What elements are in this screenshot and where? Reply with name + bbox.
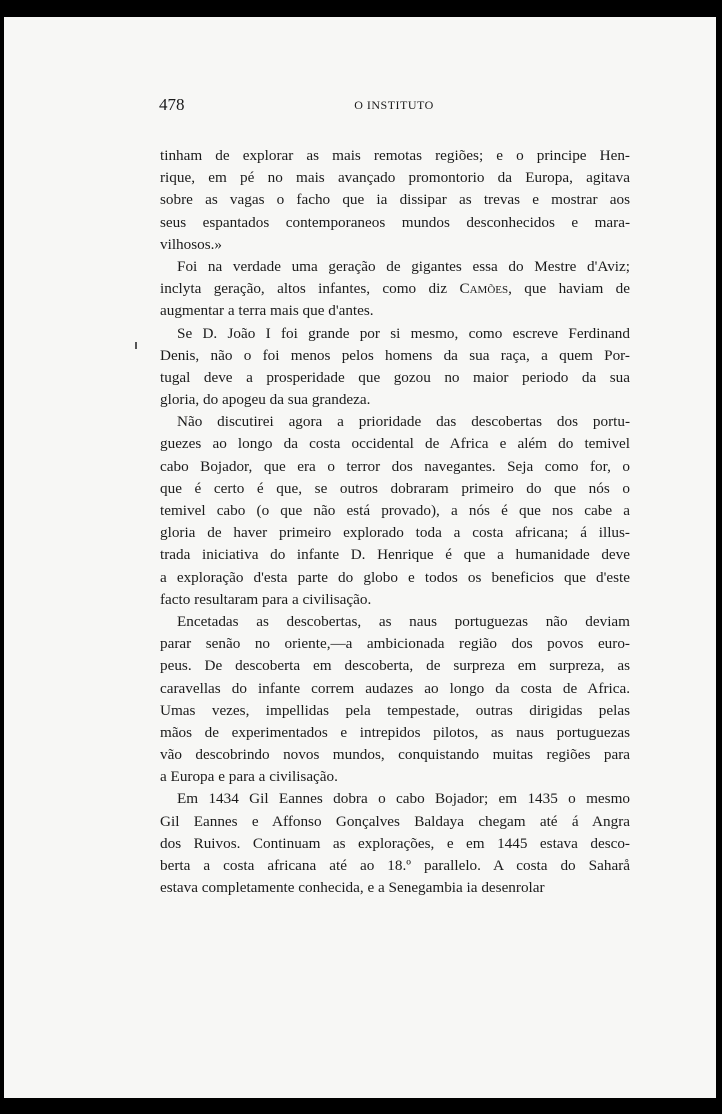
text-line: estava completamente conhecida, e a Senegambia ia desenrolar — [160, 879, 545, 897]
text-line: Umas vezes, impellidas pela tempestade, outras dirigidas pelas — [160, 701, 630, 719]
text-line: que é certo é que, se outros dobraram primeiro do que nós o — [160, 479, 630, 497]
paragraph — [160, 323, 630, 412]
paragraph — [160, 411, 630, 611]
paragraph — [160, 145, 630, 256]
page-number: 478 — [159, 95, 185, 114]
text-line: Gil Eannes e Affonso Gonçalves Baldaya chegam até á Angra — [160, 812, 630, 830]
text-line: vilhosos.» — [160, 235, 223, 253]
text-line: guezes ao longo da costa occidental de Africa e além do temivel — [160, 435, 630, 453]
paragraph — [160, 788, 630, 899]
margin-mark — [135, 342, 137, 349]
body-text — [160, 145, 630, 899]
text-line: rique, em pé no mais avançado promontorio da Europa, agitava — [160, 169, 630, 187]
text-line: Em 1434 Gil Eannes dobra o cabo Bojador; em 1435 o mesmo — [177, 790, 630, 808]
page-header — [159, 95, 629, 119]
text-line: vão descobrindo novos mundos, conquistando muitas regiões para — [160, 746, 630, 764]
text-line: Denis, não o foi menos pelos homens da sua raça, a quem Por- — [160, 346, 630, 364]
text-line: facto resultaram para a civilisação. — [160, 590, 372, 608]
paragraph — [160, 611, 630, 789]
text-line: dos Ruivos. Continuam as explorações, e em 1445 estava desco- — [160, 834, 630, 852]
author-name: Camões — [459, 280, 509, 298]
text-line: mãos de experimentados e intrepidos pilotos, as naus portuguezas — [160, 723, 630, 741]
text-line: parar senão no oriente,—a ambicionada região dos povos euro- — [160, 635, 630, 653]
text-line: seus espantados contemporaneos mundos desconhecidos e mara- — [160, 213, 630, 231]
text-line: trada iniciativa do infante D. Henrique é que a humanidade deve — [160, 546, 630, 564]
book-page — [4, 17, 716, 1098]
text-line: Não discutirei agora a prioridade das descobertas dos portu- — [177, 413, 630, 431]
text-line: Se D. João I foi grande por si mesmo, como escreve Ferdinand — [177, 324, 630, 342]
text-line: tugal deve a prosperidade que gozou no maior periodo da sua — [160, 368, 630, 386]
text-line: tinham de explorar as mais remotas regiões; e o principe Hen- — [160, 147, 630, 164]
text-line: cabo Bojador, que era o terror dos navegantes. Seja como for, o — [160, 457, 630, 475]
text-line: a Europa e para a civilisação. — [160, 768, 338, 786]
text-line: sobre as vagas o facho que ia dissipar as trevas e mostrar aos — [160, 191, 630, 209]
text-line: temivel cabo (o que não está provado), a nós é que nos cabe a — [160, 502, 630, 519]
text-line: gloria de haver primeiro explorado toda a costa africana; á illus- — [160, 524, 630, 542]
text-line: Foi na verdade uma geração de gigantes essa do Mestre d'Aviz; — [177, 257, 630, 275]
text-line: Encetadas as descobertas, as naus portuguezas não deviam — [177, 612, 630, 630]
text-line: caravellas do infante correm audazes ao longo da costa de Africa. — [160, 679, 630, 697]
text-line: a exploração d'esta parte do globo e todos os beneficios que d'este — [160, 568, 630, 586]
paragraph — [160, 256, 630, 323]
text-line: gloria, do apogeu da sua grandeza. — [160, 391, 371, 409]
text-line: peus. De descoberta em descoberta, de surpreza em surpreza, as — [160, 657, 630, 675]
text-line: berta a costa africana até ao 18.º parallelo. A costa do Saharå — [160, 857, 630, 874]
text-line: augmentar a terra mais que d'antes. — [160, 302, 374, 320]
text-line: inclyta geração, altos infantes, como diz Camões, que haviam de — [160, 280, 631, 298]
running-title: O INSTITUTO — [354, 98, 434, 112]
